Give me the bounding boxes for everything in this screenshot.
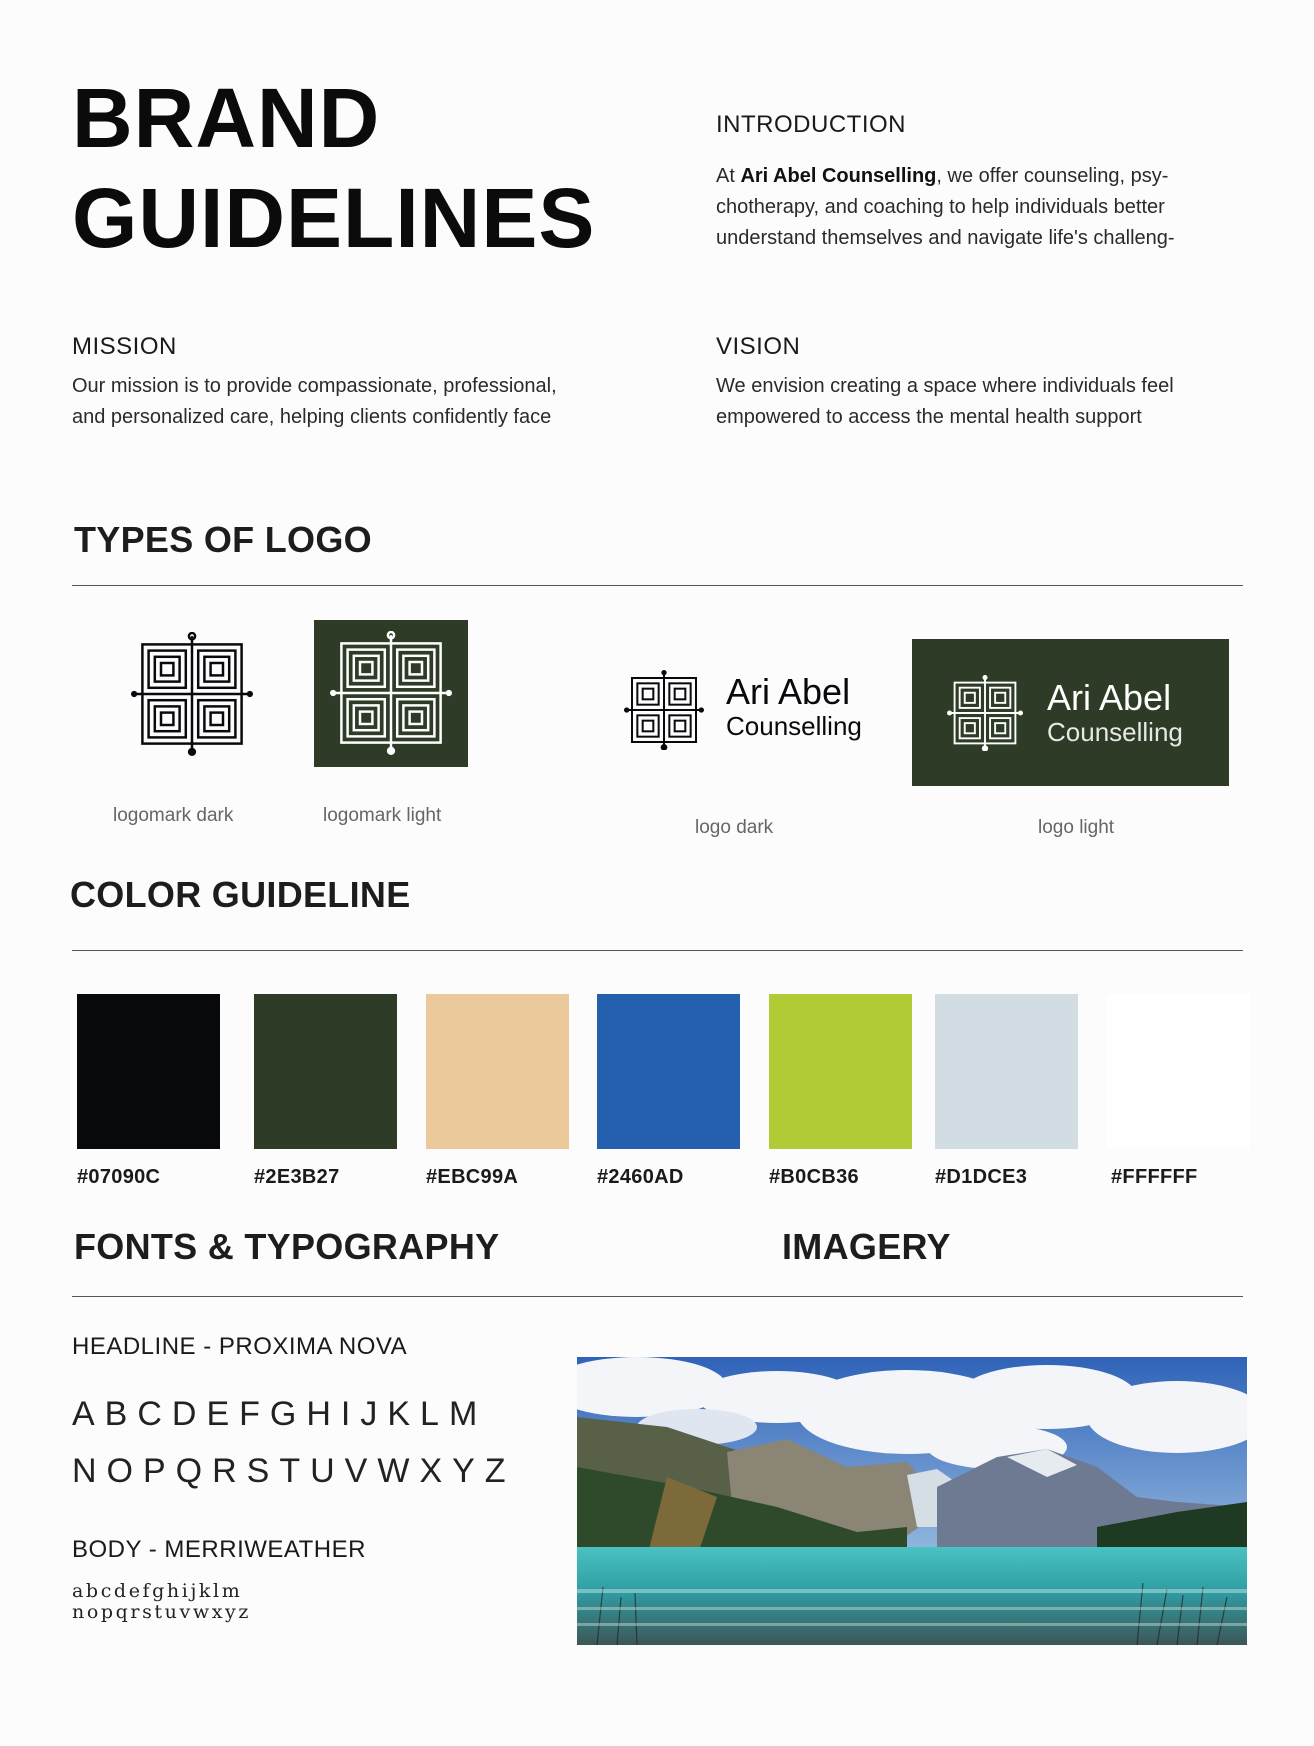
headline-alphabet-line-2: NOPQRSTUVWXYZ [72,1452,516,1490]
logo-light-icon [947,675,1023,751]
logomark-light [314,620,468,767]
mission-heading: MISSION [72,333,177,360]
color-hex-7: #FFFFFF [1111,1166,1198,1188]
color-section-divider [72,950,1243,951]
logo-light-wordmark [1047,679,1183,747]
typography-section-divider [72,1296,1243,1297]
body-alphabet [72,1581,251,1623]
logo-light-brand-sub: Counselling [1047,717,1183,747]
introduction-text [716,161,1244,254]
logo-light-panel [912,639,1229,786]
page-title-line-2: GUIDELINES [72,171,596,265]
color-swatch-7 [1107,994,1250,1149]
color-hex-6: #D1DCE3 [935,1166,1028,1188]
color-swatch-3 [426,994,569,1149]
color-swatch-1 [77,994,220,1149]
color-swatch-5 [769,994,912,1149]
mission-line-2: and personalized care, helping clients confidently face [72,406,552,428]
color-swatch-6 [935,994,1078,1149]
body-font-label: BODY - MERRIWEATHER [72,1536,366,1563]
introduction-line-1: At Ari Abel Counselling, we offer counseling, psy- [716,165,1169,187]
color-hex-4: #2460AD [597,1166,684,1188]
logo-dark-brand-name: Ari Abel [726,671,851,712]
logo-types-heading: TYPES OF LOGO [74,519,372,560]
introduction-line-3: understand themselves and navigate life's challeng- [716,227,1175,249]
logomark-dark [130,632,254,756]
vision-line-2: empowered to access the mental health support [716,406,1142,428]
body-alphabet-line-1: abcdefghijklm [72,1580,243,1602]
color-swatch-2 [254,994,397,1149]
page-title [72,68,595,268]
mission-line-1: Our mission is to provide compassionate, professional, [72,375,557,397]
vision-heading: VISION [716,333,801,360]
logo-dark-brand-sub: Counselling [726,711,862,741]
imagery-photo [577,1357,1247,1645]
caption-logo-dark: logo dark [695,817,774,838]
caption-logomark-dark: logomark dark [113,805,234,826]
introduction-line-2: chotherapy, and coaching to help individuals better [716,196,1165,218]
logo-section-divider [72,585,1243,586]
logo-light-brand-name: Ari Abel [1047,677,1172,718]
logo-dark-wordmark [726,673,862,741]
mission-text [72,371,557,433]
headline-alphabet-line-1: ABCDEFGHIJKLM [72,1395,488,1433]
logomark-dark-icon [130,632,254,756]
typography-heading: FONTS & TYPOGRAPHY [74,1226,500,1267]
color-hex-5: #B0CB36 [769,1166,859,1188]
color-hex-1: #07090C [77,1166,161,1188]
introduction-heading: INTRODUCTION [716,111,906,138]
vision-text [716,371,1174,433]
vision-line-1: We envision creating a space where individuals feel [716,375,1174,397]
caption-logomark-light: logomark light [323,805,442,826]
body-alphabet-line-2: nopqrstuvwxyz [72,1601,251,1623]
logomark-light-icon [329,631,453,755]
logo-dark-mark [624,670,704,750]
brand-name-inline: Ari Abel Counselling [740,165,937,187]
page-title-line-1: BRAND [72,71,381,165]
color-guideline-heading: COLOR GUIDELINE [70,874,411,915]
color-swatch-4 [597,994,740,1149]
imagery-heading: IMAGERY [782,1226,951,1267]
caption-logo-light: logo light [1038,817,1115,838]
mountain-lake-image [577,1357,1247,1645]
headline-font-label: HEADLINE - PROXIMA NOVA [72,1333,408,1360]
color-hex-2: #2E3B27 [254,1166,340,1188]
color-hex-3: #EBC99A [426,1166,519,1188]
logo-dark-icon [624,670,704,750]
